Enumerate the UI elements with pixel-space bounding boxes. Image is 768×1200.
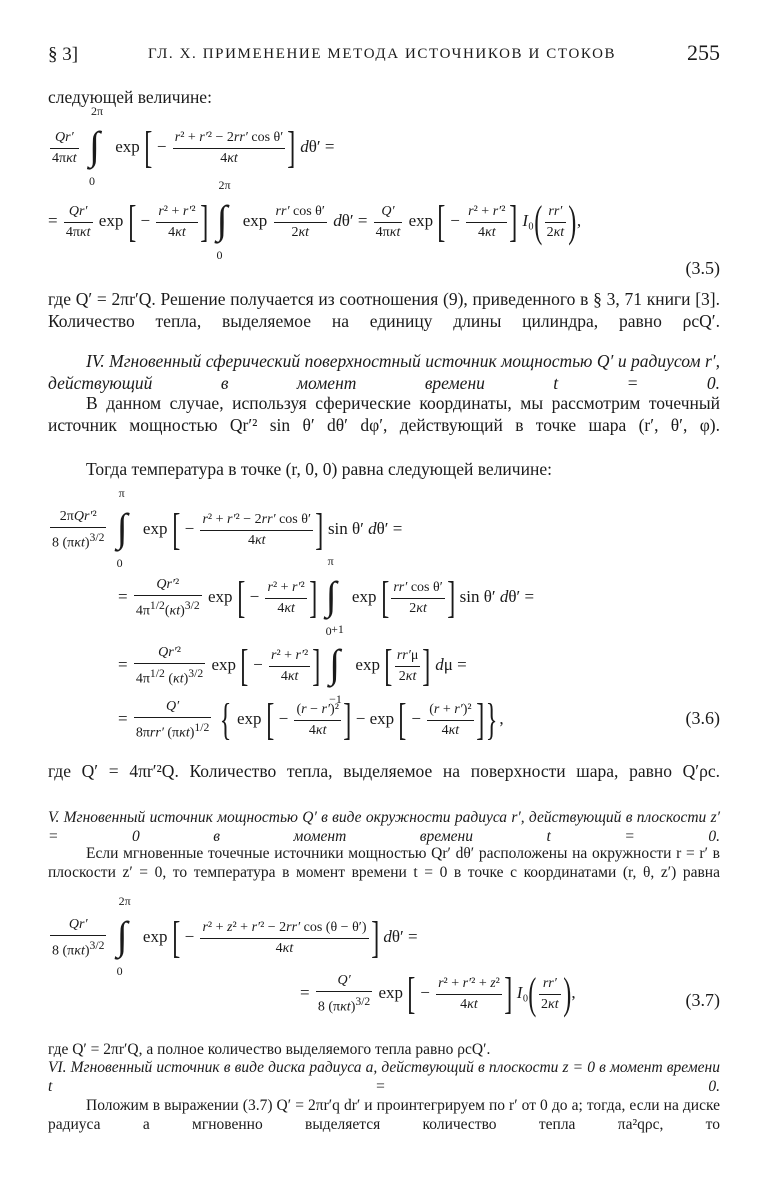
equation-3-7-line2: = $\frac{Q'}{8 (\pi\kappa t)^{3/2}}$ exp [ − $\frac{\text{r² + r′² + z²}}{4\kappa t}$ ] I₀( $\frac{rr'}{2\kappa t}$ ),: [300, 969, 576, 1019]
equation-3-6-line1: $\frac{\text{2πQr′²}}{8 (\pi\kappa t)^{3/2}}$ π ∫ 0 exp [ − $\frac{\text{r² + r′² − 2rr′ cos θ′}}{4\kappa t}$ ] sin θ′ dθ′ =: [52, 486, 403, 570]
subsection-v-heading: V. Мгновенный источник мощностью Q′ в виде окружности радиуса r′, действующий в плоскости z′ = 0 в момент времени t = 0.: [48, 809, 720, 845]
subsection-iv-heading: IV. Мгновенный сферический поверхностный источник мощностью Q′ и радиусом r′, действующий в момент времени t = 0.: [48, 351, 720, 393]
equation-3-6-line4: = $\frac{Q'}{8\pi rr' (\pi\kappa t)^{1/2}}$ { exp [ − $\frac{\text{(r − r′)²}}{4\kappa t}$ ] − exp [ − $\frac{\text{(r + r′)²}}{4\kappa t}$ ]} ,: [118, 695, 504, 745]
equation-3-6-line2: = $\frac{\text{Qr′²}}{4\pi^{1/2}(\kappa t)^{3/2}}$ exp [ − $\frac{\text{r² + r′²}}{4\kappa t}$ ] π ∫ 0 exp [ $\frac{\text{rr′ cos θ′}}{2\kappa t}$ ] sin θ′ dθ′ =: [118, 554, 535, 638]
paragraph-after-3-5: где Q′ = 2πr′Q. Решение получается из соотношения (9), приведенного в § 3, 71 книги [3]. Количество тепла, выделяемое на единицу длины цилиндра, равно ρcQ′.: [48, 289, 720, 331]
equation-3-7-line1: $\frac{Qr'}{8 (\pi\kappa t)^{3/2}}$ 2π ∫ 0 exp [ − $\frac{\text{r² + z² + r′² − 2rr′ cos (θ − θ′)}}{4\kappa t}$ ] dθ′ =: [52, 894, 418, 978]
paragraph-after-3-6: где Q′ = 4πr′²Q. Количество тепла, выделяемое на поверхности шара, равно Q′ρc.: [48, 761, 720, 781]
paragraph-after-3-7: где Q′ = 2πr′Q, а полное количество выделяемого тепла равно ρcQ′.: [48, 1041, 491, 1058]
paragraph-disk-source: Положим в выражении (3.7) Q′ = 2πr′q dr′ и проинтегрируем по r′ от 0 до a; тогда, если на диске радиуса a мгновенно выделяется количество тепла πa²qρc, то: [48, 1097, 720, 1133]
paragraph-spherical-intro: В данном случае, используя сферические координаты, мы рассмотрим точечный источник мощностью Qr′² sin θ′ dθ′ dφ′, действующий в точке шара (r′, θ′, φ).: [48, 393, 720, 435]
equation-number-3-5: (3.5): [685, 258, 720, 278]
header-title: ГЛ. X. ПРИМЕНЕНИЕ МЕТОДА ИСТОЧНИКОВ И СТОКОВ: [148, 46, 617, 62]
page-number: 255: [687, 40, 720, 65]
paragraph-intro: следующей величине:: [48, 87, 212, 107]
equation-3-5-line1: $\frac{Qr'}{\text{4πκt}}$ 2π ∫ 0 exp [ − $\frac{\text{r² + r′² − 2rr′ cos θ′}}{4\kappa t}$ ] dθ′ =: [52, 104, 335, 188]
subsection-vi-heading: VI. Мгновенный источник в виде диска радиуса a, действующий в плоскости z = 0 в момент времени t = 0.: [48, 1059, 720, 1095]
running-header: [48, 40, 720, 70]
equation-number-3-7: (3.7): [685, 990, 720, 1010]
equation-3-6-line3: = $\frac{\text{Qr′²}}{4\pi^{1/2} (\kappa t)^{3/2}}$ exp [ − $\frac{\text{r² + r′²}}{4\kappa t}$ ] +1 ∫ −1 exp [ $\frac{rr'\mu}{2\kappa t}$ ] dμ =: [118, 622, 467, 706]
paragraph-temperature-intro: Тогда температура в точке (r, 0, 0) равна следующей величине:: [86, 459, 552, 479]
paragraph-ring-source: Если мгновенные точечные источники мощностью Qr′ dθ′ расположены на окружности r = r′ в плоскости z′ = 0, то температура в момент времени t = 0 в точке с координатами (r, θ, z′) равна: [48, 845, 720, 881]
equation-number-3-6: (3.6): [685, 708, 720, 728]
equation-3-5-line2: = $\frac{Qr'}{\text{4πκt}}$ exp [ − $\frac{\text{r² + r′²}}{4\kappa t}$ ] 2π ∫ 0 exp $\frac{\text{rr′ cos θ′}}{2\kappa t}$ dθ′ = $\frac{Q'}{\text{4πκt}}$ exp [ − $\frac{\text{r² + r′²}}{4\kappa t}$ ] I₀( $\frac{rr'}{2\kappa t}$ ),: [48, 178, 582, 262]
header-section: § 3]: [48, 44, 79, 65]
